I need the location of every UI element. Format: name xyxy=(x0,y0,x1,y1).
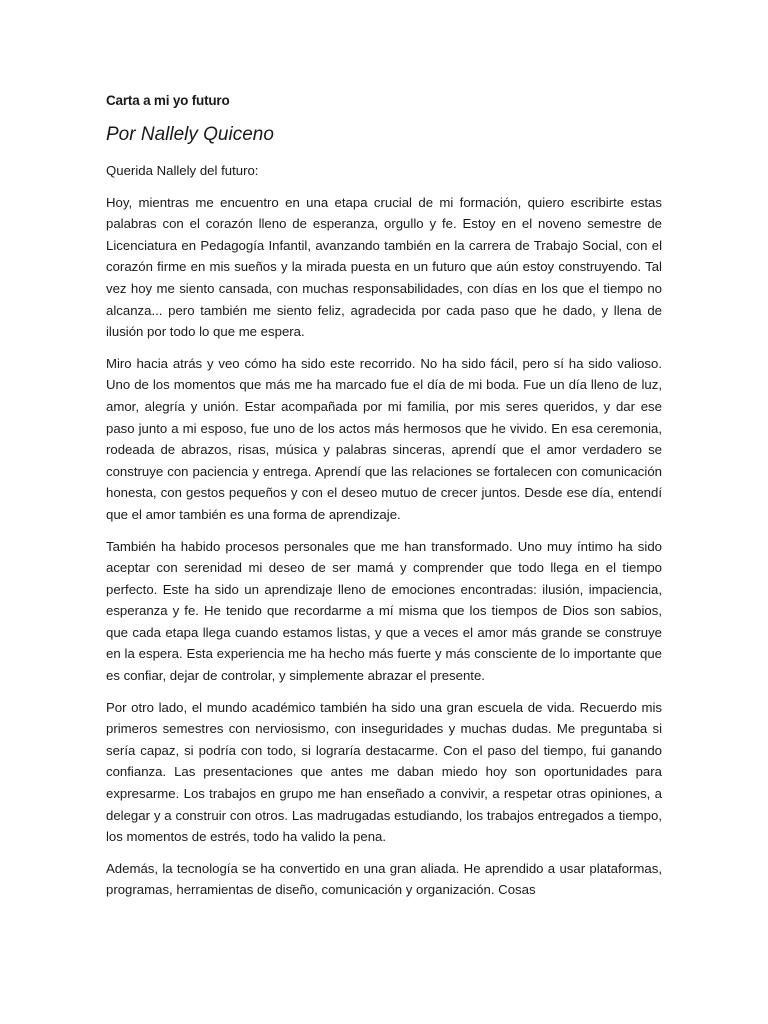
paragraph-5: Además, la tecnología se ha convertido en una gran aliada. He aprendido a usar plataformas, programas, herramientas de diseño, comunicación y organización. Cosas xyxy=(106,860,662,898)
document-author: Por Nallely Quiceno xyxy=(106,124,274,145)
paragraph-2: Miro hacia atrás y veo cómo ha sido este recorrido. No ha sido fácil, pero sí ha sido valioso. Uno de los momentos que más me ha marcado fue el día de mi boda. Fue un día lleno de luz, amor, alegría y unión. Estar acompañada por mi familia, por mis seres queridos, y dar ese paso junto a mi esposo, fue uno de los actos más hermosos que he vivido. En esa ceremonia, rodeada de abrazos, risas, música y palabras sinceras, aprendí que el amor verdadero se construye con paciencia y entrega. Aprendí que las relaciones se fortalecen con comunicación honesta, con gestos pequeños y con el deseo mutuo de crecer juntos. Desde ese día, entendí que el amor también es una forma de aprendizaje. xyxy=(106,355,662,522)
document-title: Carta a mi yo futuro xyxy=(106,93,230,108)
paragraph-3: También ha habido procesos personales que me han transformado. Uno muy íntimo ha sido aceptar con serenidad mi deseo de ser mamá y comprender que todo llega en el tiempo perfecto. Este ha sido un aprendizaje lleno de emociones encontradas: ilusión, impaciencia, esperanza y fe. He tenido que recordarme a mí misma que los tiempos de Dios son sabios, que cada etapa llega cuando estamos listas, y que a veces el amor más grande se construye en la espera. Esta experiencia me ha hecho más fuerte y más consciente de lo importante que es confiar, dejar de controlar, y simplemente abrazar el presente. xyxy=(106,538,662,684)
paragraph-4: Por otro lado, el mundo académico también ha sido una gran escuela de vida. Recuerdo mis primeros semestres con nerviosismo, con inseguridades y muchas dudas. Me preguntaba si sería capaz, si podría con todo, si lograría destacarme. Con el paso del tiempo, fui ganando confianza. Las presentaciones que antes me daban miedo hoy son oportunidades para expresarme. Los trabajos en grupo me han enseñado a convivir, a respetar otras opiniones, a delegar y a construir con otros. Las madrugadas estudiando, los trabajos entregados a tiempo, los momentos de estrés, todo ha valido la pena. xyxy=(106,699,662,845)
paragraph-1: Hoy, mientras me encuentro en una etapa crucial de mi formación, quiero escribirte estas palabras con el corazón lleno de esperanza, orgullo y fe. Estoy en el noveno semestre de Licenciatura en Pedagogía Infantil, avanzando también en la carrera de Trabajo Social, con el corazón firme en mis sueños y la mirada puesta en un futuro que aún estoy construyendo. Tal vez hoy me siento cansada, con muchas responsabilidades, con días en los que el tiempo no alcanza... pero también me siento feliz, agradecida por cada paso que he dado, y llena de ilusión por todo lo que me espera. xyxy=(106,194,662,340)
letter-salutation: Querida Nallely del futuro: xyxy=(106,163,259,178)
